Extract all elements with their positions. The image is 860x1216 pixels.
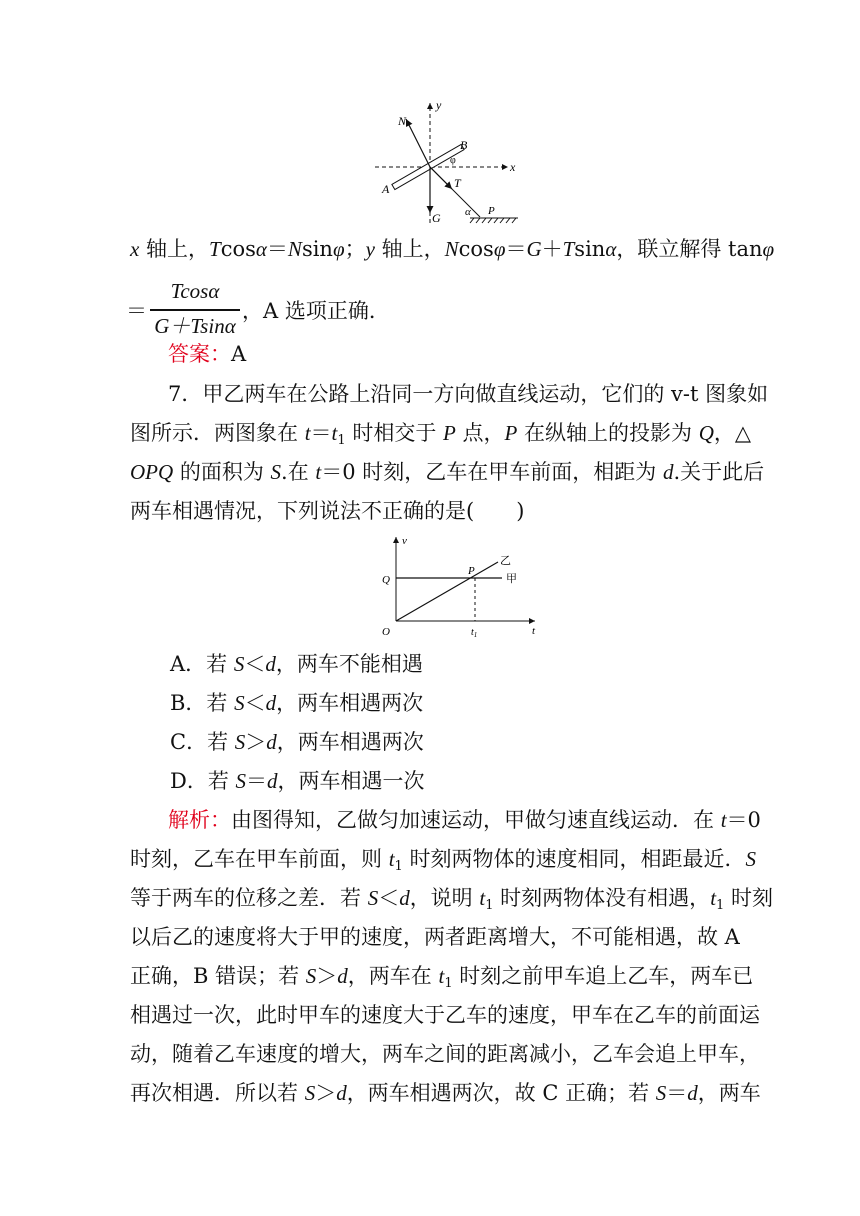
analysis-line-3: 等于两车的位移之差．若 S＜d，说明 $t_1$ 时刻两物体没有相遇，$t_1$ 时刻 xyxy=(130,886,773,913)
yi-label: 乙 xyxy=(500,555,511,567)
q-label: Q xyxy=(382,574,390,586)
option-a: A．若 S＜d，两车不能相遇 xyxy=(170,652,423,676)
force-n-label: N xyxy=(398,114,407,128)
force-t-arrow xyxy=(430,167,452,189)
analysis-line-7: 动，随着乙车速度的增大，两车之间的距离减小，乙车会追上甲车， xyxy=(130,1042,760,1066)
vt-graph xyxy=(370,532,550,642)
x-label: x xyxy=(510,160,516,174)
point-b-label: B xyxy=(460,138,468,152)
force-t-label: T xyxy=(454,176,461,190)
y-label: y xyxy=(436,98,442,112)
option-d: D．若 S＝d，两车相遇一次 xyxy=(170,769,425,793)
fraction-denominator: G＋Tsinα xyxy=(154,314,236,338)
v-axis-label: v xyxy=(402,535,407,547)
answer-label: 答案： xyxy=(168,342,231,366)
answer-value: A xyxy=(231,342,247,366)
point-p-label: P xyxy=(488,205,495,217)
question7-line-2: 图所示．两图象在 $t=t_1$ 时相交于 P 点，P 在纵轴上的投影为 Q，△ xyxy=(130,421,752,448)
fraction-tail: ，A 选项正确． xyxy=(242,299,390,323)
question7-line-4: 两车相遇情况，下列说法不正确的是( ) xyxy=(130,499,525,523)
angle-alpha-label: α xyxy=(465,206,471,218)
origin-label: O xyxy=(382,626,390,638)
analysis-line-6: 相遇过一次，此时甲车的速度大于乙车的速度，甲车在乙车的前面运 xyxy=(130,1003,760,1027)
answer-line xyxy=(168,340,468,368)
question7-line-1: 7．甲乙两车在公路上沿同一方向做直线运动，它们的 v-t 图象如 xyxy=(168,382,769,406)
question7-line-3: OPQ 的面积为 S.在 t＝0 时刻，乙车在甲车前面，相距为 d.关于此后 xyxy=(130,460,765,484)
t-axis-label: t xyxy=(532,625,536,637)
analysis-line-1: 解析：由图得知，乙做匀加速运动，甲做匀速直线运动．在 t＝0 xyxy=(168,808,761,832)
t1-label: $t_1$ xyxy=(471,627,478,639)
fraction-numerator: Tcosα xyxy=(170,279,220,303)
p-label: P xyxy=(468,565,475,577)
option-c: C．若 S＞d，两车相遇两次 xyxy=(170,730,424,754)
fraction-equation xyxy=(126,279,430,339)
option-b: B．若 S＜d，两车相遇两次 xyxy=(170,691,424,715)
analysis-line-2: 时刻，乙车在甲车前面，则 $t_1$ 时刻两物体的速度相同，相距最近．S xyxy=(130,847,756,874)
analysis-line-5: 正确，B 错误；若 S＞d，两车在 $t_1$ 时刻之前甲车追上乙车，两车已 xyxy=(130,964,754,991)
force-n-arrow xyxy=(406,119,430,167)
force-diagram xyxy=(370,95,530,230)
jia-label: 甲 xyxy=(506,573,517,585)
angle-phi-label: φ xyxy=(450,155,456,166)
equals-sign: ＝ xyxy=(126,299,147,323)
solution-line-1: x 轴上，Tcosα＝Nsinφ；y 轴上，Ncosφ＝G＋Tsinα，联立解得 tanφ xyxy=(130,237,775,261)
analysis-line-4: 以后乙的速度将大于甲的速度，两者距离增大，不可能相遇，故 A xyxy=(130,925,740,949)
force-g-label: G xyxy=(432,211,441,225)
ground-hatch xyxy=(470,218,516,223)
analysis-line-8: 再次相遇．所以若 S＞d，两车相遇两次，故 C 正确；若 S＝d，两车 xyxy=(130,1081,761,1105)
point-a-label: A xyxy=(382,182,390,196)
yi-line xyxy=(396,562,498,621)
